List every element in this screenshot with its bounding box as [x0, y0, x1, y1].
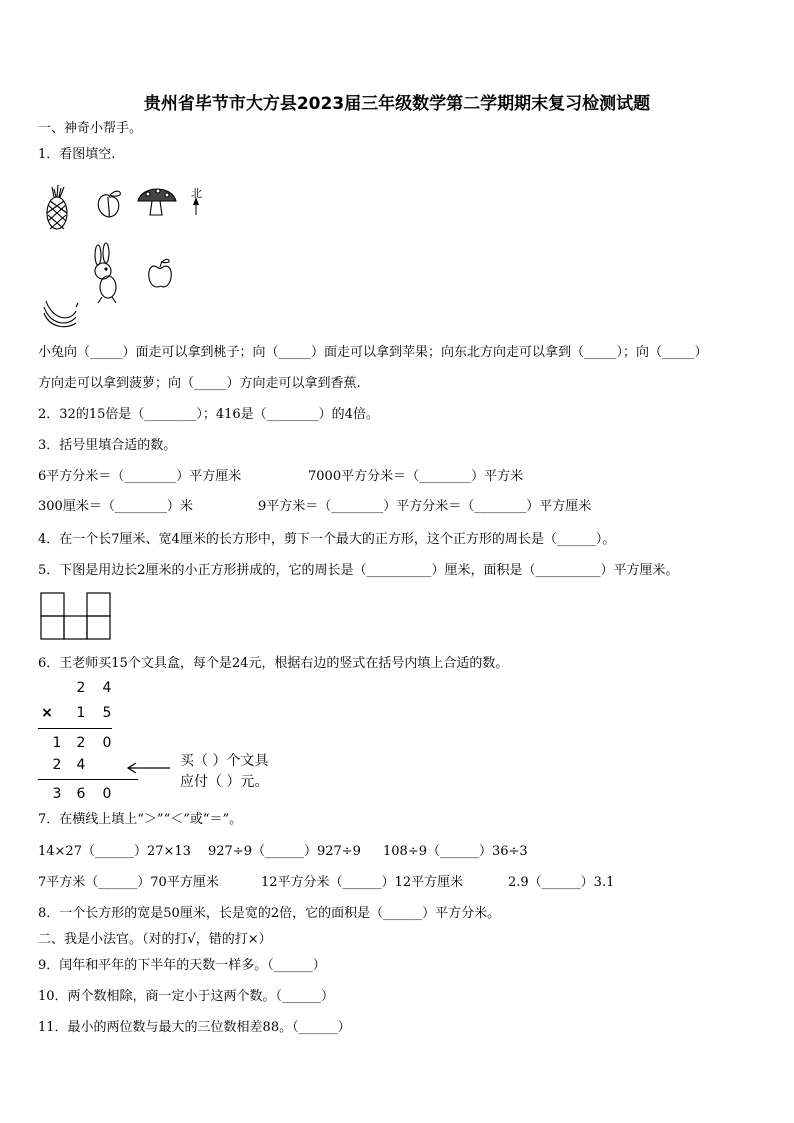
- section-heading-2: 二、我是小法官。（对的打√，错的打×）: [38, 932, 272, 947]
- question-9: 9．闰年和平年的下半年的天数一样多。（______）: [38, 958, 326, 973]
- digit: 0: [102, 786, 112, 802]
- question-3b: 7000平方分米＝（________）平方米: [308, 469, 524, 484]
- divider-line: [38, 728, 112, 729]
- question-4: 4．在一个长7厘米、宽4厘米的长方形中，剪下一个最大的正方形，这个正方形的周长是（______）。: [38, 532, 616, 547]
- digit: 2: [52, 757, 62, 773]
- buy-note: 买（ ）个文具: [180, 753, 269, 769]
- digit: 3: [52, 786, 62, 802]
- mushroom-icon: [138, 189, 176, 215]
- question-7b: 927÷9（______）927÷9: [208, 844, 361, 859]
- page-title: 贵州省毕节市大方县2023届三年级数学第二学期期末复习检测试题: [143, 94, 651, 114]
- digit: 1: [52, 735, 62, 751]
- question-1-text-2: 方向走可以拿到菠萝；向（_____）方向走可以拿到香蕉.: [38, 376, 361, 391]
- question-3a: 6平方分米＝（________）平方厘米: [38, 469, 242, 484]
- divider-line: [38, 779, 138, 780]
- question-6-label: 6．王老师买15个文具盒，每个是24元，根据右边的竖式在括号内填上合适的数。: [38, 656, 509, 671]
- pineapple-icon: [47, 185, 67, 229]
- question-3c: 300厘米＝（________）米: [38, 499, 193, 514]
- banana-icon: [44, 301, 78, 327]
- map-picture: [38, 183, 228, 329]
- question-11: 11．最小的两位数与最大的三位数相差88。（______）: [38, 1020, 351, 1035]
- pay-note: 应付（ ）元。: [180, 774, 269, 790]
- digit: 1: [76, 705, 86, 721]
- question-7e: 12平方分米（______）12平方厘米: [261, 875, 464, 890]
- question-8: 8．一个长方形的宽是50厘米，长是宽的2倍，它的面积是（______）平方分米。: [38, 906, 501, 921]
- question-3-label: 3．括号里填合适的数。: [38, 438, 177, 453]
- question-10: 10．两个数相除，商一定小于这两个数。（______）: [38, 989, 335, 1004]
- digit: 5: [102, 705, 112, 721]
- squares-figure: [40, 592, 112, 640]
- question-3d: 9平方米＝（________）平方分米＝（________）平方厘米: [258, 499, 592, 514]
- section-heading-1: 一、神奇小帮手。: [38, 121, 143, 136]
- peach-icon: [98, 191, 120, 217]
- question-2: 2．32的15倍是（________）；416是（________）的4倍。: [38, 407, 379, 422]
- question-1-label: 1．看图填空.: [38, 147, 116, 162]
- multiply-sign: ×: [41, 705, 53, 721]
- question-1-text-1: 小兔向（_____）面走可以拿到桃子；向（_____）面走可以拿到苹果；向东北方向走可以拿到（_____）；向（_____）: [38, 345, 708, 360]
- digit: 0: [102, 735, 112, 751]
- apple-icon: [149, 259, 172, 287]
- question-7a: 14×27（______）27×13: [38, 844, 191, 859]
- question-7d: 7平方米（______）70平方厘米: [38, 875, 219, 890]
- digit: 2: [76, 680, 86, 696]
- left-arrow-icon: [126, 762, 172, 774]
- question-5: 5．下图是用边长2厘米的小正方形拼成的，它的周长是（__________）厘米，面积是（__________）平方厘米。: [38, 563, 679, 578]
- question-7c: 108÷9（______）36÷3: [383, 844, 528, 859]
- north-arrow-icon: [191, 187, 202, 215]
- digit: 4: [76, 757, 86, 773]
- question-7-label: 7．在横线上填上“＞”“＜”或“＝”。: [38, 812, 243, 827]
- rabbit-icon: [95, 243, 116, 303]
- vertical-multiplication: [38, 680, 148, 805]
- digit: 6: [76, 786, 86, 802]
- north-label: 北: [191, 187, 202, 200]
- question-7f: 2.9（______）3.1: [508, 875, 615, 890]
- digit: 4: [102, 680, 112, 696]
- digit: 2: [76, 735, 86, 751]
